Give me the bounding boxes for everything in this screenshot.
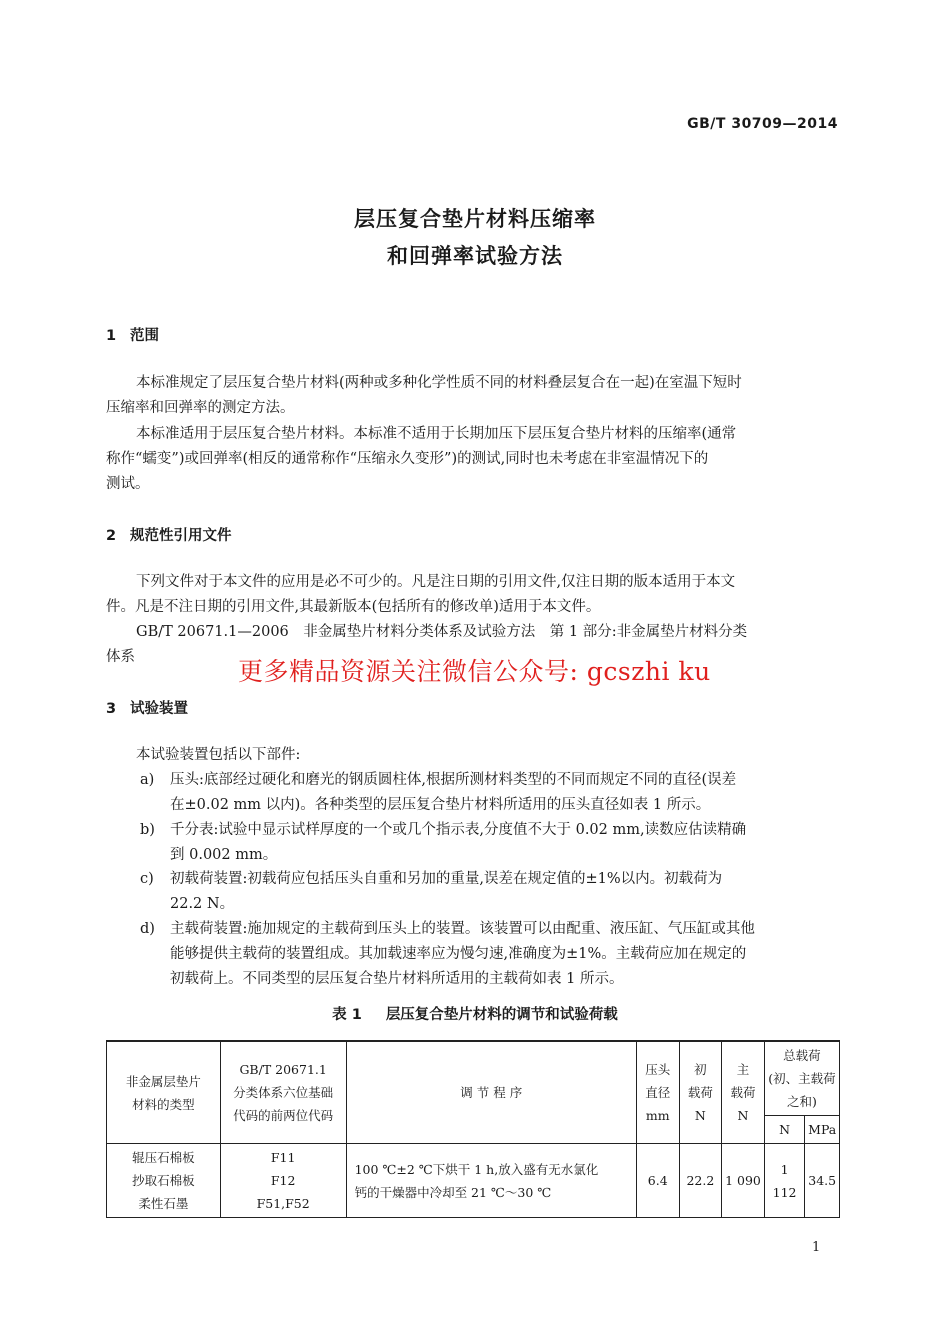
section-number: 3 (106, 701, 117, 717)
header-initial-load: 初 载荷 N (679, 1041, 722, 1144)
text-line: 能够提供主载荷的装置组成。其加载速率应为慢匀速,准确度为±1%。主载荷应加在规定的 (170, 946, 747, 962)
section-3-intro: 本试验装置包括以下部件: (136, 747, 301, 763)
text-line: 称作“蠕变”)或回弹率(相反的通常称作“压缩永久变形”)的测试,同时也未考虑在非室温情况下的 (106, 451, 709, 467)
cell-diameter: 6.4 (636, 1144, 679, 1218)
text-line: 初载荷装置:初载荷应包括压头自重和另加的重量,误差在规定值的±1%以内。初载荷为 (170, 871, 723, 887)
section-2-heading (106, 524, 232, 545)
section-1-heading (106, 324, 159, 345)
text-line: 到 0.002 mm。 (170, 847, 278, 863)
cell-total-n: 1 112 (764, 1144, 805, 1218)
text-line: 测试。 (106, 476, 150, 492)
header-conditioning-procedure: 调 节 程 序 (346, 1041, 636, 1144)
text-line: 件。凡是不注日期的引用文件,其最新版本(包括所有的修改单)适用于本文件。 (106, 599, 601, 615)
document-title-line1: 层压复合垫片材料压缩率 (354, 207, 596, 231)
cell-total-mpa: 34.5 (805, 1144, 840, 1218)
list-item-label: a) (140, 772, 155, 788)
text-line: 体系 (106, 649, 135, 665)
text-line: 本标准规定了层压复合垫片材料(两种或多种化学性质不同的材料叠层复合在一起)在室温下短时 (136, 375, 742, 391)
text-line: 主载荷装置:施加规定的主载荷到压头上的装置。该装置可以由配重、液压缸、气压缸或其他 (170, 921, 755, 937)
table-title: 层压复合垫片材料的调节和试验荷载 (385, 1007, 618, 1023)
table-label: 表 1 (332, 1007, 362, 1023)
cell-initial-load: 22.2 (679, 1144, 722, 1218)
text-line: 本标准适用于层压复合垫片材料。本标准不适用于长期加压下层压复合垫片材料的压缩率(通常 (136, 426, 737, 442)
text-line: 下列文件对于本文件的应用是必不可少的。凡是注日期的引用文件,仅注日期的版本适用于本文 (136, 574, 736, 590)
header-classification-code: GB/T 20671.1 分类体系六位基础 代码的前两位代码 (220, 1041, 346, 1144)
header-total-load: 总载荷 (初、主载荷 之和) (764, 1041, 839, 1116)
section-title: 范围 (130, 328, 159, 344)
loads-table (106, 1040, 840, 1218)
section-1-paragraph-2 (106, 422, 839, 497)
list-item-label: d) (140, 921, 155, 937)
text-line: 压头:底部经过硬化和磨光的钢质圆柱体,根据所测材料类型的不同而规定不同的直径(误差 (170, 772, 737, 788)
cell-codes: F11 F12 F51,F52 (220, 1144, 346, 1218)
list-item-label: c) (140, 871, 154, 887)
table-row (107, 1144, 840, 1218)
text-line: 在±0.02 mm 以内)。各种类型的层压复合垫片材料所适用的压头直径如表 1 所示。 (170, 797, 711, 813)
standard-number: GB/T 30709—2014 (687, 116, 838, 132)
watermark-text: 更多精品资源关注微信公众号: gcszhi ku (238, 657, 711, 686)
cell-main-load: 1 090 (722, 1144, 765, 1218)
document-title-line2: 和回弹率试验方法 (387, 244, 563, 268)
header-material-type: 非金属层垫片 材料的类型 (107, 1041, 221, 1144)
section-3-heading (106, 697, 188, 718)
section-title: 规范性引用文件 (130, 528, 232, 544)
section-title: 试验装置 (130, 701, 188, 717)
list-item-label: b) (140, 822, 155, 838)
cell-materials: 辊压石棉板 抄取石棉板 柔性石墨 (107, 1144, 221, 1218)
table-caption (0, 1003, 950, 1024)
text-line: 22.2 N。 (170, 896, 235, 912)
section-number: 1 (106, 328, 117, 344)
cell-procedure: 100 ℃±2 ℃下烘干 1 h,放入盛有无水氯化 钙的干燥器中冷却至 21 ℃～30 ℃ (346, 1144, 636, 1218)
header-main-load: 主 载荷 N (722, 1041, 765, 1144)
page-number: 1 (812, 1240, 821, 1255)
section-1-paragraph-1 (106, 371, 839, 421)
section-2-paragraph-1 (106, 570, 839, 620)
header-total-mpa: MPa (805, 1116, 840, 1144)
list-item-c (106, 867, 839, 917)
text-line: GB/T 20671.1—2006 非金属垫片材料分类体系及试验方法 第 1 部分:非金属垫片材料分类 (136, 624, 748, 640)
text-line: 千分表:试验中显示试样厚度的一个或几个指示表,分度值不大于 0.02 mm,读数应估读精确 (170, 822, 747, 838)
section-number: 2 (106, 528, 117, 544)
list-item-b (106, 818, 839, 868)
header-indenter-diameter: 压头 直径 mm (636, 1041, 679, 1144)
header-total-n: N (764, 1116, 805, 1144)
text-line: 初载荷上。不同类型的层压复合垫片材料所适用的主载荷如表 1 所示。 (170, 971, 624, 987)
list-item-a (106, 768, 839, 818)
text-line: 压缩率和回弹率的测定方法。 (106, 400, 295, 416)
list-item-d (106, 917, 839, 992)
